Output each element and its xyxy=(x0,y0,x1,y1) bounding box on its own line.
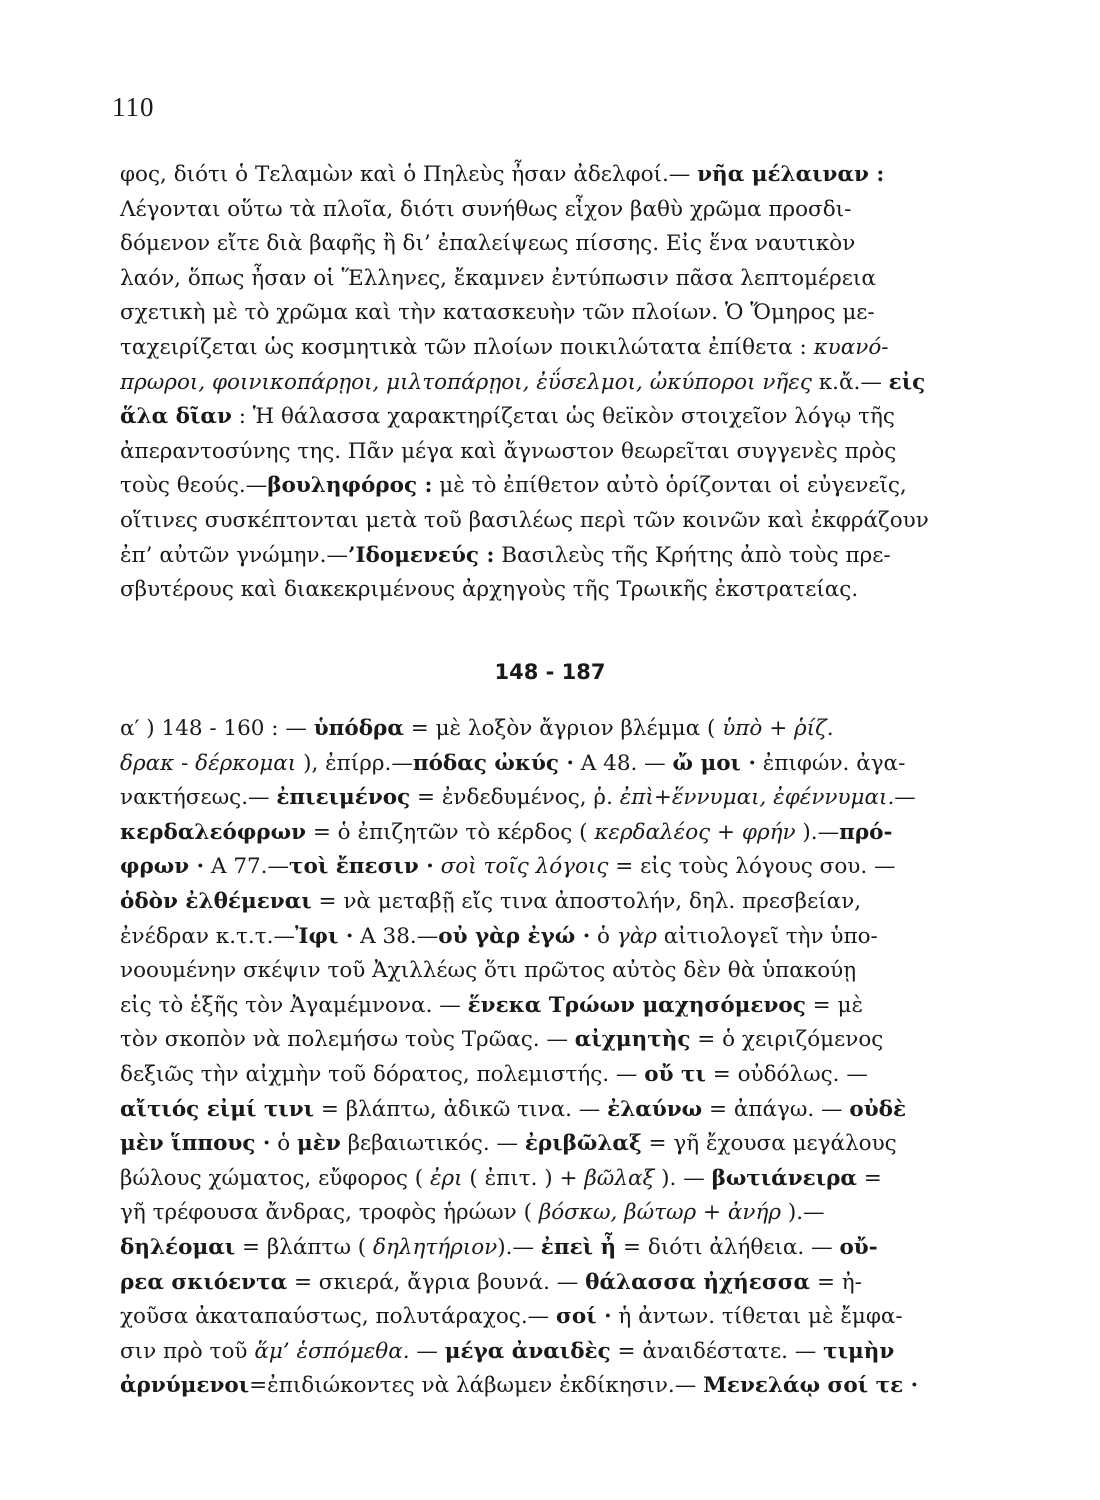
text-line xyxy=(120,1058,988,1093)
bold-lemma: οὐδὲ xyxy=(849,1096,907,1122)
text-run: ἐνέδραν κ.τ.τ.— xyxy=(120,923,295,949)
text-run: = σκιερά, ἄγρια βουνά. — xyxy=(287,1269,586,1295)
text-run: = ἐνδεδυμένος, ῥ. xyxy=(410,785,620,811)
bold-lemma: Μενελάῳ σοί τε · xyxy=(703,1373,919,1399)
bold-lemma: ἅλα δῖαν xyxy=(120,404,232,430)
text-line xyxy=(120,954,988,989)
text-line xyxy=(120,296,988,331)
text-line xyxy=(120,1300,988,1335)
bold-lemma: μέγα ἀναιδὲς xyxy=(444,1338,611,1364)
bold-lemma: ἐλαύνω xyxy=(607,1096,703,1122)
text-run: = οὐδόλως. — xyxy=(705,1061,868,1087)
text-run: ).— xyxy=(795,819,840,845)
bold-lemma: Ἰφι · xyxy=(294,923,354,949)
text-run: = ὁ ἐπιζητῶν τὸ κέρδος ( xyxy=(306,819,595,845)
text-run: ), ἐπίρρ.— xyxy=(296,750,413,776)
text-run: βεβαιωτικός. — xyxy=(340,1131,525,1157)
text-run: Βασιλεὺς τῆς Κρήτης ἀπὸ τοὺς πρε- xyxy=(494,542,891,568)
text-run: α′ ) 148 - 160 : — xyxy=(120,716,314,741)
text-line xyxy=(120,920,988,955)
italic-text: ὑπὸ xyxy=(722,716,763,741)
text-run: ἡ ἀντων. τίθεται μὲ ἔμφα- xyxy=(611,1304,903,1330)
bold-lemma: εἰς xyxy=(888,369,926,395)
text-line xyxy=(120,158,988,193)
bold-lemma: ρεα σκιόεντα xyxy=(120,1269,288,1295)
text-run xyxy=(434,854,441,879)
text-line xyxy=(120,331,988,366)
bold-lemma: τοὶ ἔπεσιν · xyxy=(289,854,434,880)
text-run: Λέγονται οὕτω τὰ πλοῖα, διότι συνήθως εἶχον βαθὺ χρῶμα προσδι- xyxy=(120,196,852,222)
text-run: οἵτινες συσκέπτονται μετὰ τοῦ βασιλέως περὶ τῶν κοινῶν καὶ ἐκφράζουν xyxy=(120,507,929,533)
text-line xyxy=(120,573,988,608)
text-line xyxy=(120,539,988,574)
text-run: εἰς τὸ ἑξῆς τὸν Ἀγαμέμνονα. — xyxy=(120,992,468,1018)
section-heading: 148 - 187 xyxy=(494,660,606,684)
text-run: ἀπεραντοσύνης της. Πᾶν μέγα καὶ ἄγνωστον θεωρεῖται συγγενὲς πρὸς xyxy=(120,438,897,464)
bold-lemma: μὲν ἵππους · xyxy=(120,1131,271,1157)
text-run: Α 48. — xyxy=(573,750,673,776)
text-line xyxy=(120,781,988,816)
text-run: = βλάπτω, ἀδικῶ τινα. — xyxy=(314,1096,608,1122)
bold-lemma: μὲν xyxy=(297,1131,341,1157)
bold-lemma: ἐριβῶλαξ xyxy=(524,1131,642,1157)
text-run: = διότι ἀλήθεια. — xyxy=(616,1234,840,1260)
text-line xyxy=(120,1196,988,1231)
text-run: νοουμένην σκέψιν τοῦ Ἀχιλλέως ὅτι πρῶτος αὐτὸς δὲν θὰ ὑπακούῃ xyxy=(120,958,857,984)
bold-lemma: οὐ γὰρ ἐγώ · xyxy=(438,923,591,949)
text-run: ὁ xyxy=(590,923,617,949)
bold-lemma: ’Ιδομενεύς : xyxy=(347,542,495,568)
text-line xyxy=(120,1127,988,1162)
text-run: χοῦσα ἀκαταπαύστως, πολυτάραχος.— xyxy=(120,1304,557,1330)
text-line xyxy=(120,1023,988,1058)
text-run: = ἠ- xyxy=(810,1269,862,1295)
text-line xyxy=(120,435,988,470)
text-run: ). — xyxy=(654,1165,712,1191)
bold-lemma: τιμὴν xyxy=(823,1338,895,1364)
text-line xyxy=(120,1162,988,1197)
text-run: γῆ τρέφουσα ἄνδρας, τροφὸς ἡρώων ( xyxy=(120,1200,539,1226)
text-line xyxy=(120,262,988,297)
text-run: ).— xyxy=(497,1234,541,1260)
italic-text: πρωροι, φοινικοπάρῃοι, μιλτοπάρῃοι, ἐΰσελμοι, ὠκύποροι νῆες xyxy=(120,369,812,395)
text-run: =ἐπιδιώκοντες νὰ λάβωμεν ἐκδίκησιν.— xyxy=(249,1373,704,1399)
text-line xyxy=(120,1335,988,1370)
bold-lemma: ὑπόδρα xyxy=(313,716,404,741)
bold-lemma: πρό- xyxy=(839,819,893,845)
text-line xyxy=(120,816,988,851)
bold-lemma: νῆα μέλαιναν : xyxy=(697,162,885,187)
italic-text: βῶλαξ xyxy=(584,1165,655,1191)
italic-text: κυανό- xyxy=(813,334,889,360)
text-line xyxy=(120,989,988,1024)
text-run: νακτήσεως.— xyxy=(120,785,277,811)
italic-text: βόσκω, βώτωρ + ἀνήρ xyxy=(538,1200,781,1226)
text-run: ἐπ’ αὐτῶν γνώμην.— xyxy=(120,542,348,568)
bold-lemma: βωτιάνειρα xyxy=(711,1165,857,1191)
text-run: σιν πρὸ τοῦ xyxy=(120,1338,255,1364)
text-line xyxy=(120,1369,988,1404)
text-line xyxy=(120,193,988,228)
text-run: τοὺς θεούς.— xyxy=(120,473,268,499)
text-run: + xyxy=(762,716,795,741)
text-run: = ὁ χειριζόμενος xyxy=(690,1027,884,1053)
bold-lemma: ἀρνύμενοι xyxy=(120,1373,250,1399)
bold-lemma: ἐπιειμένος xyxy=(276,785,411,811)
text-line xyxy=(120,712,988,747)
text-run: φος, διότι ὁ Τελαμὼν καὶ ὁ Πηλεὺς ἦσαν ἀδελφοί.— xyxy=(120,162,698,187)
text-run: ἐπιφών. ἀγα- xyxy=(755,750,906,776)
italic-text: ῥίζ. xyxy=(794,716,834,741)
text-run: — xyxy=(894,785,916,811)
bold-lemma: οὔ- xyxy=(839,1234,878,1260)
italic-text: ἐρι xyxy=(429,1165,463,1191)
bold-lemma: ἐπεὶ ἦ xyxy=(540,1234,617,1260)
bold-lemma: ὁδὸν ἐλθέμεναι xyxy=(120,888,312,914)
text-run: = ἀναιδέστατε. — xyxy=(610,1338,824,1364)
commentary-paragraph-2 xyxy=(120,712,988,1404)
italic-text: κερδαλέος + φρήν xyxy=(594,819,796,845)
text-run: = γῆ ἔχουσα μεγάλους xyxy=(641,1131,897,1157)
text-run: = εἰς τοὺς λόγους σου. — xyxy=(608,854,896,880)
text-run: Α 77.— xyxy=(204,854,290,880)
bold-lemma: ἕνεκα Τρώων μαχησόμενος xyxy=(467,992,806,1018)
italic-text: ἅμ’ ἑσπόμεθα. xyxy=(254,1338,410,1364)
text-run: τὸν σκοπὸν νὰ πολεμήσω τοὺς Τρῶας. — xyxy=(120,1027,575,1053)
bold-lemma: αἴτιός εἰμί τινι xyxy=(120,1096,315,1122)
text-run: αἰτιολογεῖ τὴν ὑπο- xyxy=(656,923,878,949)
text-line xyxy=(120,885,988,920)
text-run: σβυτέρους καὶ διακεκριμένους ἀρχηγοὺς τῆς Τρωικῆς ἐκστρατείας. xyxy=(120,577,859,603)
text-run: = ἀπάγω. — xyxy=(702,1096,850,1122)
text-run: = xyxy=(856,1165,882,1191)
text-run: — xyxy=(409,1338,445,1364)
text-line xyxy=(120,1231,988,1266)
text-run: ταχειρίζεται ὡς κοσμητικὰ τῶν πλοίων ποικιλώτατα ἐπίθετα : xyxy=(120,334,814,360)
text-line xyxy=(120,850,988,885)
bold-lemma: αἰχμητὴς xyxy=(574,1027,691,1053)
commentary-paragraph-1 xyxy=(120,158,988,608)
text-line xyxy=(120,400,988,435)
bold-lemma: φρων · xyxy=(120,854,205,880)
bold-lemma: βουληφόρος : xyxy=(267,473,433,499)
bold-lemma: πόδας ὠκύς · xyxy=(412,750,574,776)
text-line xyxy=(120,1093,988,1128)
text-run: βώλους χώματος, εὔφορος ( xyxy=(120,1165,430,1191)
italic-text: γὰρ xyxy=(616,923,657,949)
text-run: ).— xyxy=(780,1200,825,1226)
text-run: ( ἐπιτ. ) + xyxy=(462,1165,585,1191)
italic-text: ἐπὶ+ἕννυμαι, ἐφέννυμαι. xyxy=(619,785,895,811)
text-run: δεξιῶς τὴν αἰχμὴν τοῦ δόρατος, πολεμιστής. — xyxy=(120,1061,645,1087)
italic-text: σοὶ τοῖς λόγοις xyxy=(440,854,609,880)
bold-lemma: σοί · xyxy=(556,1304,612,1330)
bold-lemma: οὔ τι xyxy=(644,1061,706,1087)
text-run: = μὲ xyxy=(805,992,864,1018)
text-run: σχετικὴ μὲ τὸ χρῶμα καὶ τὴν κατασκευὴν τῶν πλοίων. Ὁ Ὅμηρος με- xyxy=(120,300,875,326)
text-run: κ.ἄ.— xyxy=(811,369,889,395)
text-run: = βλάπτω ( xyxy=(235,1234,374,1260)
text-line xyxy=(120,504,988,539)
text-run: λαόν, ὅπως ἦσαν οἱ Ἕλληνες, ἔκαμνεν ἐντύπωσιν πᾶσα λεπτομέρεια xyxy=(120,265,876,291)
text-line xyxy=(120,747,988,782)
italic-text: δρακ - δέρκομαι xyxy=(120,750,297,776)
bold-lemma: θάλασσα ἠχήεσσα xyxy=(585,1269,811,1295)
page-number: 110 xyxy=(112,92,155,122)
text-run: μὲ τὸ ἐπίθετον αὐτὸ ὁρίζονται οἱ εὐγενεῖς, xyxy=(432,473,907,499)
text-line xyxy=(120,366,988,401)
bold-lemma: κερδαλεόφρων xyxy=(120,819,306,845)
bold-lemma: ὤ μοι · xyxy=(672,750,756,776)
text-run: : Ἡ θάλασσα χαρακτηρίζεται ὡς θεϊκὸν στοιχεῖον λόγῳ τῆς xyxy=(231,404,895,430)
text-run: ὁ xyxy=(270,1131,298,1157)
text-line xyxy=(120,1266,988,1301)
italic-text: δηλητήριον xyxy=(373,1234,498,1260)
text-run: δόμενον εἴτε διὰ βαφῆς ἢ δι’ ἐπαλείψεως πίσσης. Εἰς ἕνα ναυτικὸν xyxy=(120,231,856,257)
bold-lemma: δηλέομαι xyxy=(120,1234,236,1260)
text-line xyxy=(120,469,988,504)
text-run: Α 38.— xyxy=(353,923,439,949)
text-line xyxy=(120,227,988,262)
text-run: = μὲ λοξὸν ἄγριον βλέμμα ( xyxy=(403,716,723,741)
text-run: = νὰ μεταβῇ εἴς τινα ἀποστολήν, δηλ. πρεσβείαν, xyxy=(311,888,862,914)
